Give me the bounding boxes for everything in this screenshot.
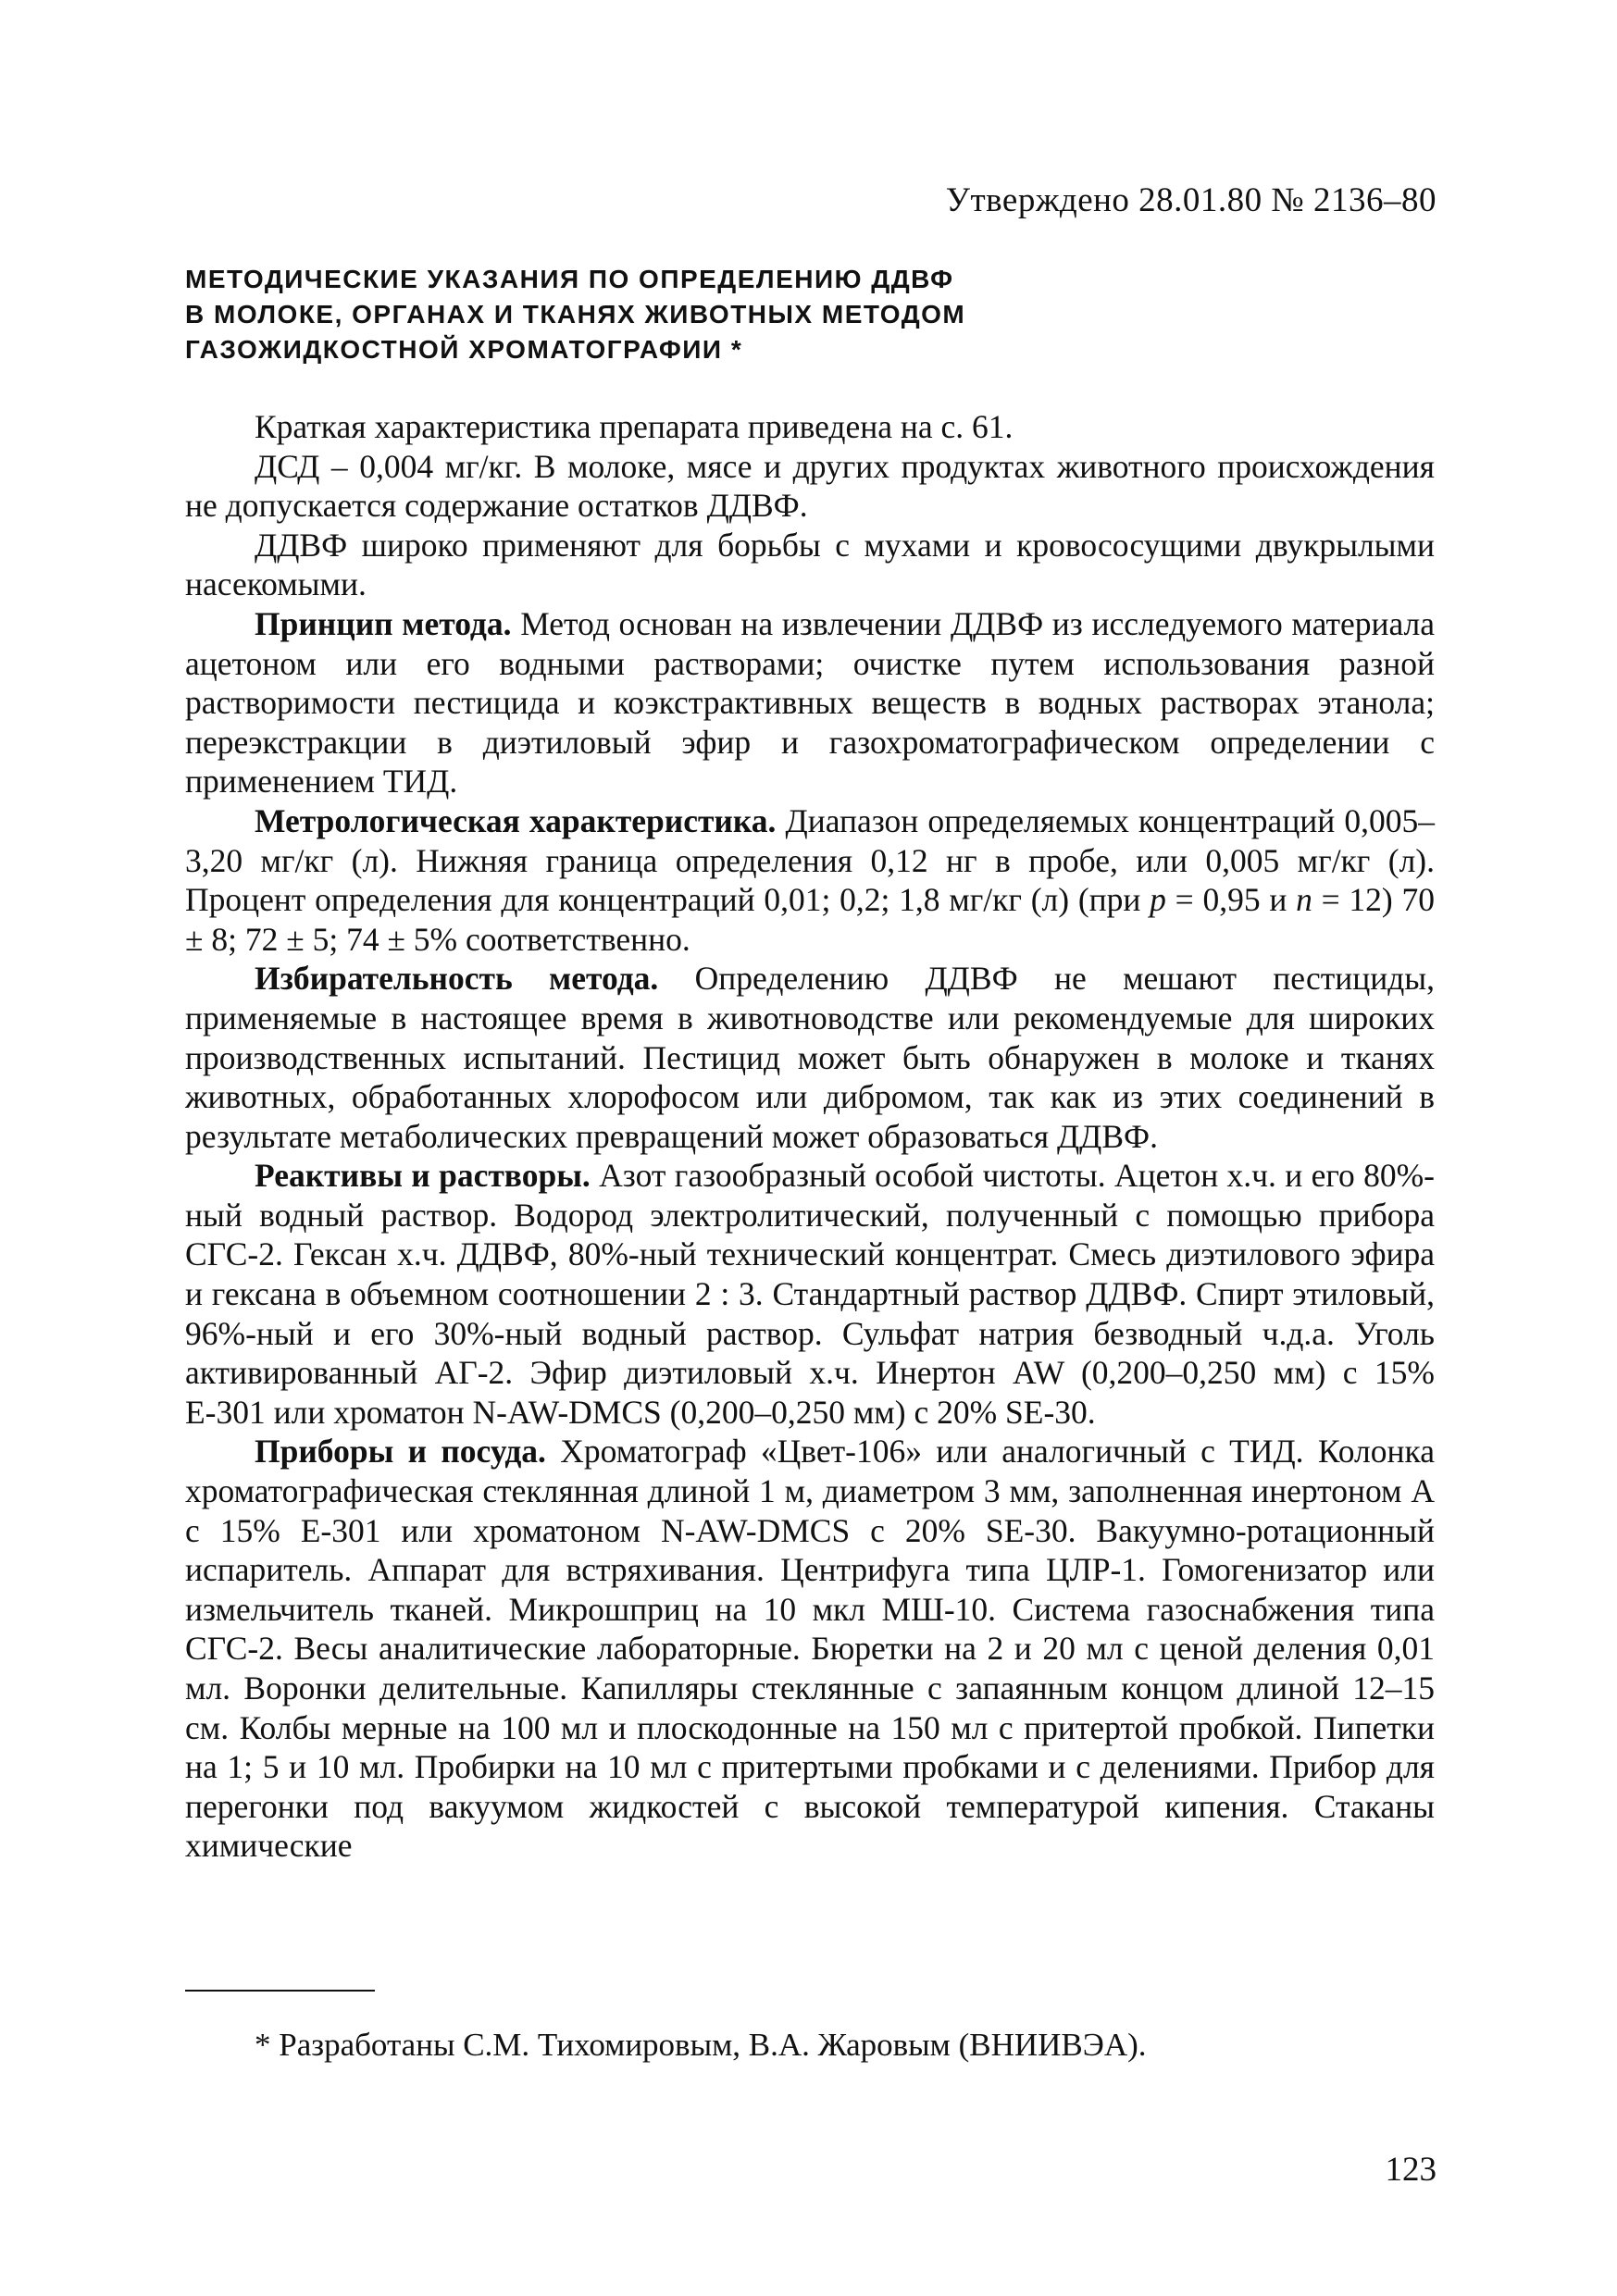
page-number: 123 (1385, 2151, 1437, 2189)
p-variable: p (1150, 881, 1166, 919)
title-line-1: МЕТОДИЧЕСКИЕ УКАЗАНИЯ ПО ОПРЕДЕЛЕНИЮ ДДВФ (185, 265, 954, 293)
principle-heading: Принцип метода. (255, 604, 512, 642)
equipment-heading: Приборы и посуда. (255, 1433, 546, 1471)
paragraph-reagents (185, 1156, 1435, 1432)
paragraph-equipment (185, 1432, 1435, 1866)
reagents-text: Азот газообразный особой чистоты. Ацетон х.ч. и его 80%-ный водный раствор. Водород электролитический, полученный с помощью прибора СГС-2. Гексан х.ч. ДДВФ, 80%-ный технический концентрат. Смесь диэтилового эфира и гексана в объемном соотношении 2 : 3. Стандартный раствор ДДВФ. Спирт этиловый, 96%-ный и его 30%-ный водный раствор. Сульфат натрия безводный ч.д.а. Уголь активированный АГ-2. Эфир диэтиловый х.ч. Инертон AW (0,200–0,250 мм) с 15% Е-301 или хроматон N-AW-DMCS (0,200–0,250 мм) с 20% SE-30. (185, 1157, 1436, 1431)
paragraph-usage: ДДВФ широко применяют для борьбы с мухами и кровососущими двукрылыми насекомыми. (185, 526, 1435, 603)
reagents-heading: Реактивы и растворы. (255, 1157, 591, 1195)
document-body (185, 407, 1435, 1866)
footnote-divider (185, 1990, 375, 1992)
approval-stamp: Утверждено 28.01.80 № 2136–80 (945, 181, 1437, 219)
paragraph-dsd: ДСД – 0,004 мг/кг. В молоке, мясе и других продуктах животного происхождения не допускается содержание остатков ДДВФ. (185, 447, 1435, 525)
metrology-text-c: = 12) 70 ± 8; 72 ± 5; 74 ± 5% соответственно. (185, 881, 1436, 958)
selectivity-heading: Избирательность метода. (255, 960, 659, 998)
paragraph-brief: Краткая характеристика препарата приведена на с. 61. (255, 408, 1014, 445)
document-title (185, 262, 1435, 367)
paragraph-metrology (185, 801, 1435, 959)
metrology-heading: Метрологическая характеристика. (255, 801, 777, 839)
principle-text: Метод основан на извлечении ДДВФ из исследуемого материала ацетоном или его водными растворами; очистке путем использования разной растворимости пестицида и коэкстрактивных веществ в водных растворах этанола; переэкстракции в диэтиловый эфир и газохроматографическом определении с применением ТИД. (185, 604, 1435, 800)
selectivity-text: Определению ДДВФ не мешают пестициды, применяемые в настоящее время в животноводстве или рекомендуемые для широких производственных испытаний. Пестицид может быть обнаружен в молоке и тканях животных, обработанных хлорофосом или дибромом, так как из этих соединений в результате метаболических превращений может образоваться ДДВФ. (185, 960, 1436, 1155)
metrology-text-a: Диапазон определяемых концентраций 0,005–3,20 мг/кг (л). Нижняя граница определения 0,12 нг в пробе, или 0,005 мг/кг (л). Процент определения для концентраций 0,01; 0,2; 1,8 мг/кг (л) (при (185, 801, 1436, 919)
title-line-3: ГАЗОЖИДКОСТНОЙ ХРОМАТОГРАФИИ * (185, 335, 743, 364)
metrology-text-b: = 0,95 и (1165, 881, 1297, 919)
paragraph-principle (185, 604, 1435, 801)
paragraph-selectivity (185, 959, 1435, 1156)
footnote: * Разработаны С.М. Тихомировым, В.А. Жаровым (ВНИИВЭА). (255, 2027, 1147, 2063)
equipment-text: Хроматограф «Цвет-106» или аналогичный с ТИД. Колонка хроматографическая стеклянная длиной 1 м, диаметром 3 мм, заполненная инертоном А с 15% Е-301 или хроматоном N-AW-DMCS с 20% SE-30. Вакуумно-ротационный испаритель. Аппарат для встряхивания. Центрифуга типа ЦЛР-1. Гомогенизатор или измельчитель тканей. Микрошприц на 10 мкл МШ-10. Система газоснабжения типа СГС-2. Весы аналитические лабораторные. Бюретки на 2 и 20 мл с ценой деления 0,01 мл. Воронки делительные. Капилляры стеклянные с запаянным концом длиной 12–15 см. Колбы мерные на 100 мл и плоскодонные на 150 мл с притертой пробкой. Пипетки на 1; 5 и 10 мл. Пробирки на 10 мл с притертыми пробками и с делениями. Прибор для перегонки под вакуумом жидкостей с высокой температурой кипения. Стаканы химические (185, 1433, 1435, 1865)
n-variable: n (1296, 881, 1312, 919)
title-line-2: В МОЛОКЕ, ОРГАНАХ И ТКАНЯХ ЖИВОТНЫХ МЕТОДОМ (185, 300, 966, 329)
